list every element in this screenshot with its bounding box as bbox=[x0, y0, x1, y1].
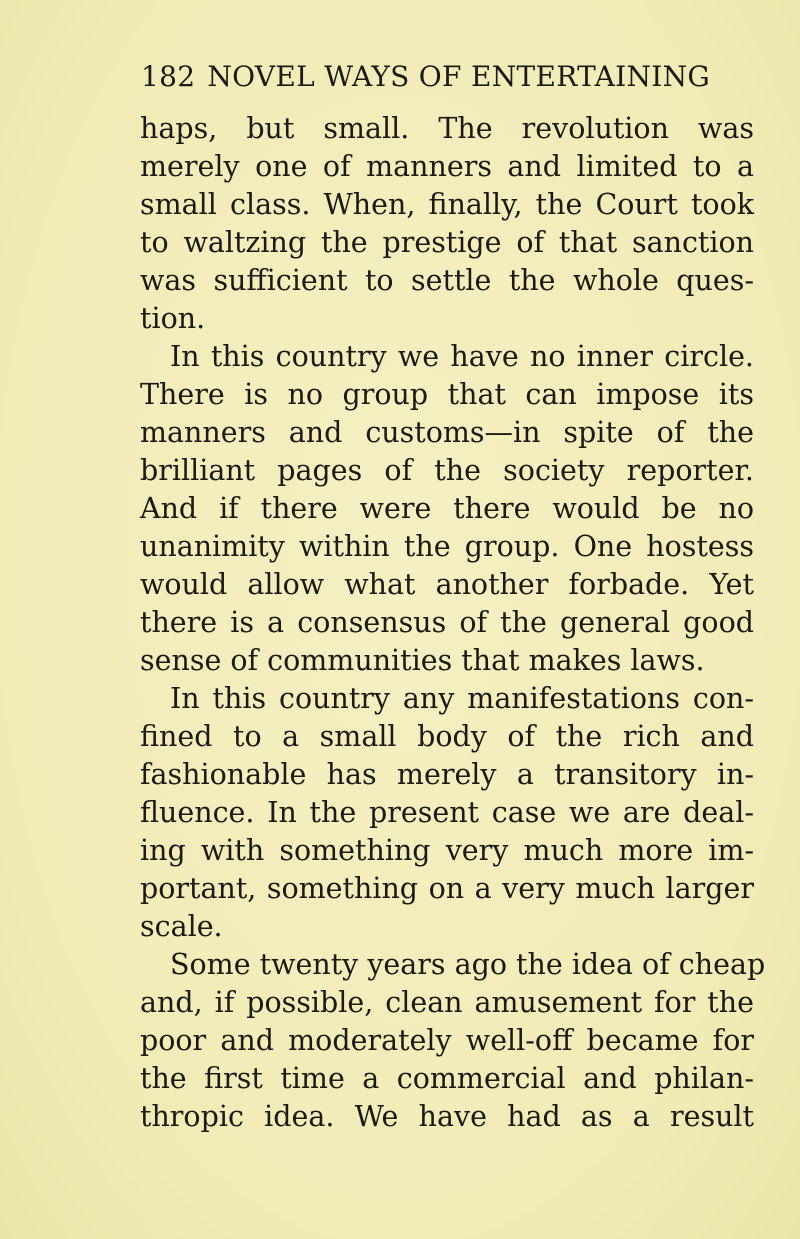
running-head bbox=[141, 60, 710, 94]
text-line: to waltzing the prestige of that sanction bbox=[140, 226, 754, 259]
text-line: manners and customs—in spite of the bbox=[140, 416, 754, 449]
text-line: ing with something very much more im- bbox=[140, 834, 754, 867]
text-line: the first time a commercial and philan- bbox=[140, 1062, 754, 1095]
text-line: unanimity within the group. One hostess bbox=[140, 530, 754, 563]
text-line: In this country we have no inner circle. bbox=[170, 340, 754, 373]
page-number: 182 bbox=[141, 60, 196, 93]
text-line: scale. bbox=[140, 910, 223, 943]
text-line: would allow what another forbade. Yet bbox=[140, 568, 754, 601]
text-line: sense of communities that makes laws. bbox=[140, 644, 705, 677]
text-line: was sufficient to settle the whole ques- bbox=[140, 264, 754, 297]
text-line: there is a consensus of the general good bbox=[140, 606, 754, 639]
text-line: haps, but small. The revolution was bbox=[140, 112, 754, 145]
text-line: In this country any manifestations con- bbox=[170, 682, 754, 715]
paragraph bbox=[140, 338, 754, 680]
text-line: brilliant pages of the society reporter. bbox=[140, 454, 754, 487]
running-head-title: NOVEL WAYS OF ENTERTAINING bbox=[207, 60, 711, 93]
text-line: Some twenty years ago the idea of cheap bbox=[170, 948, 766, 981]
text-line: thropic idea. We have had as a result bbox=[140, 1100, 754, 1133]
paragraph bbox=[140, 110, 754, 338]
paragraph bbox=[140, 680, 754, 946]
text-line: merely one of manners and limited to a bbox=[140, 150, 754, 183]
text-line: tion. bbox=[140, 302, 206, 335]
text-line: And if there were there would be no bbox=[140, 492, 754, 525]
body-text bbox=[140, 110, 766, 1136]
text-line: fined to a small body of the rich and bbox=[140, 720, 754, 753]
text-line: poor and moderately well-off became for bbox=[140, 1024, 754, 1057]
text-line: fashionable has merely a transitory in- bbox=[140, 758, 754, 791]
text-line: small class. When, finally, the Court took bbox=[140, 188, 754, 221]
text-line: and, if possible, clean amusement for the bbox=[140, 986, 754, 1019]
paragraph bbox=[140, 946, 766, 1136]
text-line: There is no group that can impose its bbox=[140, 378, 754, 411]
text-line: fluence. In the present case we are deal- bbox=[140, 796, 754, 829]
text-line: portant, something on a very much larger bbox=[140, 872, 754, 905]
